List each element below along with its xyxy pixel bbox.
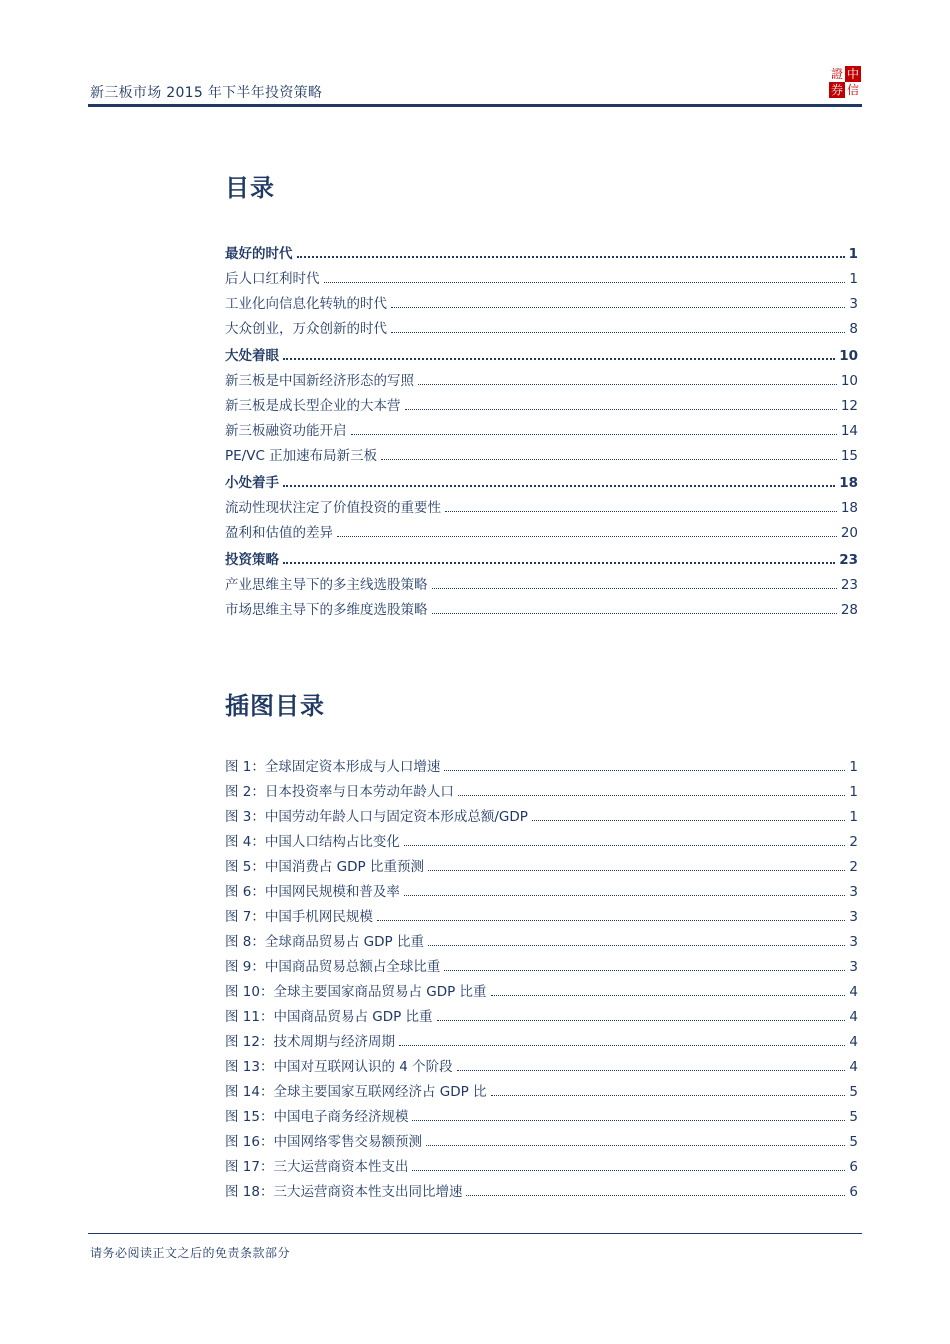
dot-leader [428, 945, 845, 946]
toc-entry[interactable] [225, 288, 858, 313]
figure-entry-page: 1 [849, 809, 858, 825]
toc-entry-page: 18 [839, 475, 858, 491]
figure-entry-page: 3 [849, 934, 858, 950]
toc-entry-label: 产业思维主导下的多主线选股策略 [225, 577, 428, 593]
header-divider [88, 104, 862, 107]
figure-entry[interactable] [225, 1126, 858, 1151]
toc-entry-label: 工业化向信息化转轨的时代 [225, 296, 387, 312]
dot-leader [445, 511, 837, 512]
dot-leader [404, 895, 846, 896]
dot-leader [412, 1170, 845, 1171]
toc-entry-label: 市场思维主导下的多维度选股策略 [225, 602, 428, 618]
toc-entry-label: 大众创业，万众创新的时代 [225, 321, 387, 337]
toc-entry-page: 10 [839, 348, 858, 364]
figure-entry-label: 图 13：中国对互联网认识的 4 个阶段 [225, 1059, 453, 1075]
figure-entry[interactable] [225, 776, 858, 801]
dot-leader [399, 1045, 845, 1046]
dot-leader [297, 256, 845, 258]
dot-leader [381, 459, 837, 460]
figure-entry-label: 图 17：三大运营商资本性支出 [225, 1159, 409, 1175]
figure-entry-label: 图 10：全球主要国家商品贸易占 GDP 比重 [225, 984, 487, 1000]
figure-entry-label: 图 1：全球固定资本形成与人口增速 [225, 759, 441, 775]
dot-leader [432, 613, 837, 614]
toc-entry-page: 20 [840, 525, 858, 541]
toc-entry-page: 12 [840, 398, 858, 414]
toc-entry-page: 23 [839, 552, 858, 568]
figure-entry-label: 图 14：全球主要国家互联网经济占 GDP 比 [225, 1084, 487, 1100]
logo-char: 中 [846, 67, 859, 81]
toc-entry[interactable] [225, 338, 858, 365]
toc-entry[interactable] [225, 517, 858, 542]
toc-entry-label: 大处着眼 [225, 348, 279, 364]
dot-leader [404, 845, 846, 846]
dot-leader [283, 562, 835, 564]
dot-leader [283, 358, 835, 360]
footer-divider [88, 1233, 862, 1234]
toc-entry-label: 盈利和估值的差异 [225, 525, 333, 541]
toc-entry[interactable] [225, 263, 858, 288]
figure-entry-page: 6 [849, 1184, 858, 1200]
figure-entry-label: 图 3：中国劳动年龄人口与固定资本形成总额/GDP [225, 809, 528, 825]
figure-entry[interactable] [225, 926, 858, 951]
dot-leader [391, 307, 845, 308]
dot-leader [437, 1020, 846, 1021]
footer-disclaimer: 请务必阅读正文之后的免责条款部分 [90, 1246, 291, 1260]
figure-entry-page: 5 [849, 1109, 858, 1125]
figure-entry-label: 图 4：中国人口结构占比变化 [225, 834, 400, 850]
dot-leader [283, 485, 835, 487]
figure-entry[interactable] [225, 876, 858, 901]
toc-entry-page: 18 [840, 500, 858, 516]
dot-leader [412, 1120, 845, 1121]
figure-entry[interactable] [225, 1101, 858, 1126]
logo-char: 信 [846, 83, 859, 97]
figure-entry-page: 4 [849, 1009, 858, 1025]
dot-leader [337, 536, 837, 537]
figure-entry-page: 4 [849, 984, 858, 1000]
toc-entry[interactable] [225, 465, 858, 492]
figure-entry[interactable] [225, 1051, 858, 1076]
dot-leader [432, 588, 837, 589]
toc-entry-label: 新三板融资功能开启 [225, 423, 347, 439]
figure-entry-label: 图 16：中国网络零售交易额预测 [225, 1134, 422, 1150]
figure-entry-label: 图 15：中国电子商务经济规模 [225, 1109, 409, 1125]
toc-entry-page: 8 [849, 321, 858, 337]
dot-leader [351, 434, 837, 435]
figure-entry[interactable] [225, 751, 858, 776]
figure-entry-page: 4 [849, 1059, 858, 1075]
toc-entry-page: 14 [840, 423, 858, 439]
figure-entry-label: 图 5：中国消费占 GDP 比重预测 [225, 859, 424, 875]
figure-entry[interactable] [225, 976, 858, 1001]
toc-entry[interactable] [225, 390, 858, 415]
figure-entry-page: 3 [849, 959, 858, 975]
toc-entry-page: 15 [840, 448, 858, 464]
figure-entry-label: 图 12：技术周期与经济周期 [225, 1034, 395, 1050]
figure-entry-page: 5 [849, 1134, 858, 1150]
dot-leader [532, 820, 845, 821]
toc-list [225, 236, 858, 619]
figure-entry-page: 2 [849, 859, 858, 875]
figure-entry-label: 图 18：三大运营商资本性支出同比增速 [225, 1184, 463, 1200]
toc-entry-label: PE/VC 正加速布局新三板 [225, 448, 378, 464]
figure-entry-label: 图 8：全球商品贸易占 GDP 比重 [225, 934, 424, 950]
dot-leader [426, 1145, 845, 1146]
toc-entry[interactable] [225, 492, 858, 517]
figures-heading: 插图目录 [225, 692, 325, 720]
dot-leader [324, 282, 846, 283]
toc-entry-page: 1 [849, 271, 858, 287]
dot-leader [391, 332, 845, 333]
toc-entry[interactable] [225, 365, 858, 390]
toc-entry[interactable] [225, 440, 858, 465]
toc-entry[interactable] [225, 313, 858, 338]
toc-entry[interactable] [225, 236, 858, 263]
toc-entry-label: 新三板是中国新经济形态的写照 [225, 373, 414, 389]
dot-leader [458, 795, 846, 796]
dot-leader [405, 409, 837, 410]
figure-entry-page: 1 [849, 759, 858, 775]
toc-entry-page: 1 [848, 246, 858, 262]
figure-entry-page: 3 [849, 909, 858, 925]
figure-entry-label: 图 6：中国网民规模和普及率 [225, 884, 400, 900]
dot-leader [457, 1070, 846, 1071]
toc-heading: 目录 [225, 174, 275, 202]
logo-char: 券 [830, 83, 843, 97]
figure-entry[interactable] [225, 1076, 858, 1101]
toc-entry-page: 23 [840, 577, 858, 593]
dot-leader [377, 920, 846, 921]
toc-entry-label: 新三板是成长型企业的大本营 [225, 398, 401, 414]
toc-entry-page: 10 [840, 373, 858, 389]
toc-entry[interactable] [225, 569, 858, 594]
toc-entry-label: 小处着手 [225, 475, 279, 491]
logo-char: 證 [830, 67, 843, 81]
toc-entry-label: 后人口红利时代 [225, 271, 320, 287]
toc-entry[interactable] [225, 542, 858, 569]
toc-entry-page: 3 [849, 296, 858, 312]
figure-entry-page: 6 [849, 1159, 858, 1175]
figure-entry[interactable] [225, 801, 858, 826]
dot-leader [428, 870, 845, 871]
dot-leader [466, 1195, 845, 1196]
dot-leader [444, 770, 845, 771]
toc-entry-label: 最好的时代 [225, 246, 293, 262]
figure-entry-page: 5 [849, 1084, 858, 1100]
figure-entry-label: 图 2：日本投资率与日本劳动年龄人口 [225, 784, 454, 800]
citic-securities-logo [829, 66, 861, 98]
figure-entry[interactable] [225, 1151, 858, 1176]
figure-entry[interactable] [225, 951, 858, 976]
toc-entry[interactable] [225, 594, 858, 619]
figure-entry[interactable] [225, 1176, 858, 1201]
figure-entry[interactable] [225, 901, 858, 926]
toc-entry-page: 28 [840, 602, 858, 618]
dot-leader [418, 384, 837, 385]
figure-entry-label: 图 7：中国手机网民规模 [225, 909, 373, 925]
figure-entry-page: 1 [849, 784, 858, 800]
figure-entry[interactable] [225, 1026, 858, 1051]
figure-entry[interactable] [225, 826, 858, 851]
figure-entry-page: 4 [849, 1034, 858, 1050]
toc-entry[interactable] [225, 415, 858, 440]
figure-entry-page: 2 [849, 834, 858, 850]
header-title: 新三板市场 2015 年下半年投资策略 [90, 85, 323, 101]
figure-entry-label: 图 9：中国商品贸易总额占全球比重 [225, 959, 441, 975]
figure-entry[interactable] [225, 851, 858, 876]
dot-leader [491, 995, 846, 996]
figure-entry[interactable] [225, 1001, 858, 1026]
dot-leader [491, 1095, 846, 1096]
figure-entry-label: 图 11：中国商品贸易占 GDP 比重 [225, 1009, 433, 1025]
toc-entry-label: 投资策略 [225, 552, 279, 568]
toc-entry-label: 流动性现状注定了价值投资的重要性 [225, 500, 441, 516]
figure-entry-page: 3 [849, 884, 858, 900]
figures-list [225, 751, 858, 1201]
dot-leader [444, 970, 845, 971]
